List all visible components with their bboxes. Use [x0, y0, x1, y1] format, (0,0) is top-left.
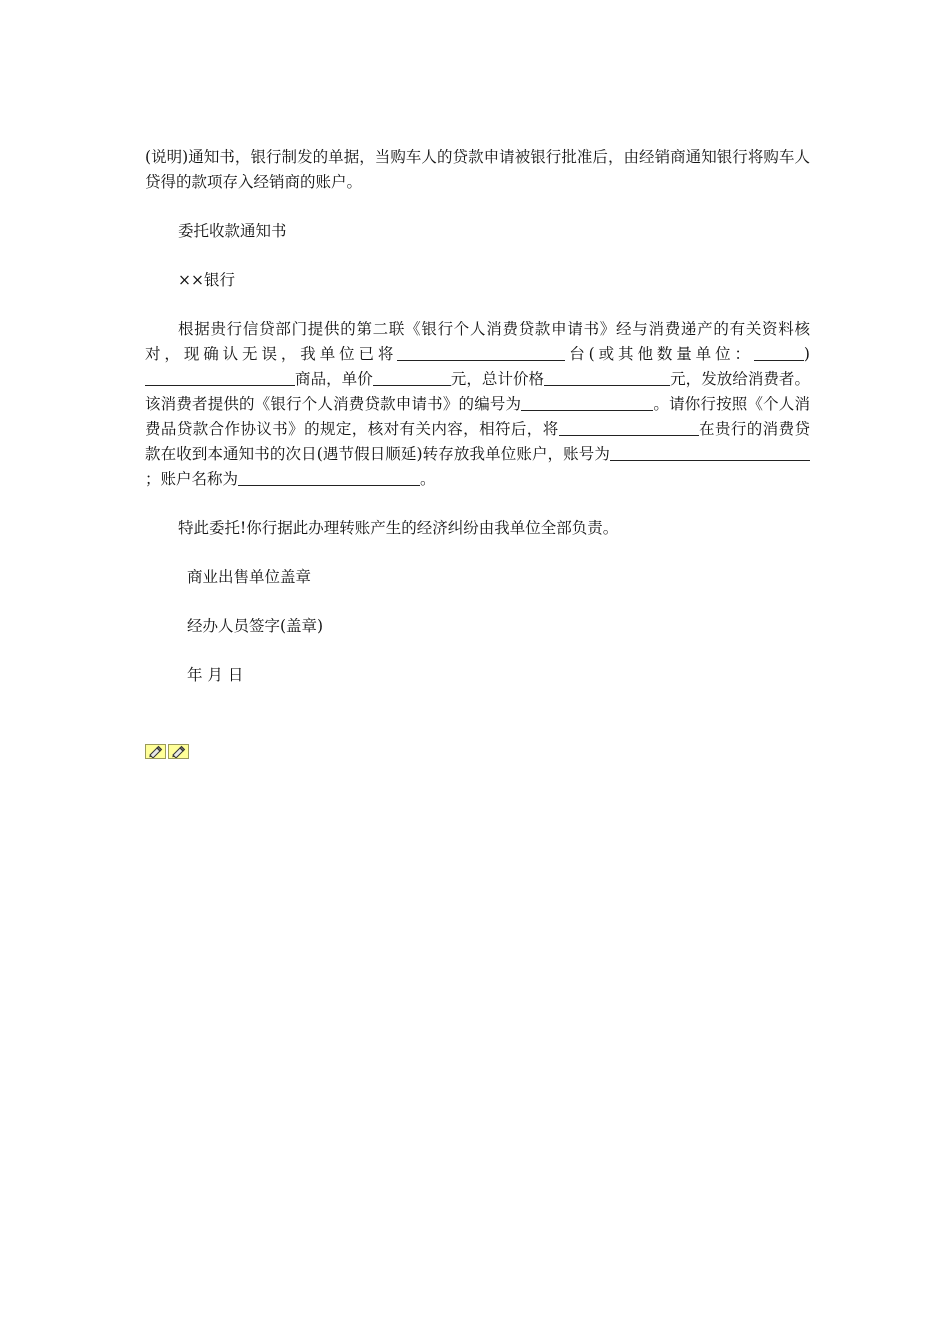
text-segment: 元，发放给消费者。该消费者提供的《银行个人消费贷款申请书》的编号为 [145, 370, 810, 413]
document-body [145, 145, 810, 712]
text-segment: 。 [420, 470, 436, 488]
main-paragraph [145, 317, 810, 492]
blank-account-number[interactable] [610, 442, 810, 461]
blank-unit[interactable] [754, 342, 804, 361]
seal-line: 商业出售单位盖章 [187, 568, 312, 586]
text-segment: ) [803, 345, 810, 363]
text-segment: 根据贵行信贷部门提供的第二联《银行个人消费贷款申请书》经与消费递产的有关资料核对，现确认无误，我单位已将 [145, 320, 810, 363]
text-segment: 商品，单价 [295, 370, 373, 388]
signature-line: 经办人员签字(盖章) [187, 617, 324, 635]
pencil-note-icon[interactable] [168, 744, 189, 759]
blank-application-number[interactable] [521, 392, 653, 411]
blank-goods-name[interactable] [145, 367, 295, 386]
text-segment: 台(或其他数量单位： [565, 345, 754, 363]
pencil-note-icon[interactable] [145, 744, 166, 759]
intro-paragraph: (说明)通知书，银行制发的单据，当购车人的贷款申请被银行批准后，由经销商通知银行将购车人贷得的款项存入经销商的账户。 [145, 148, 810, 191]
date-line: 年 月 日 [187, 666, 244, 684]
text-segment: 元，总计价格 [450, 370, 545, 388]
text-segment: ；账户名称为 [145, 470, 239, 488]
text-segment: 在贵行的消费贷款在收到本通知书的次日(遇节假日顺延)转存放我单位账户，账号为 [145, 420, 810, 463]
blank-quantity[interactable] [397, 342, 565, 361]
document-title: 委托收款通知书 [178, 222, 287, 240]
blank-total-price[interactable] [544, 367, 670, 386]
text-segment: 。请你行按照《个人消费品贷款合作协议书》的规定，核对有关内容，相符后，将 [145, 395, 810, 438]
blank-loan-amount[interactable] [559, 417, 699, 436]
closing-paragraph: 特此委托!你行据此办理转账产生的经济纠纷由我单位全部负责。 [178, 519, 619, 537]
blank-account-name[interactable] [238, 467, 420, 486]
icon-strip [145, 744, 189, 760]
addressee: ××银行 [178, 271, 235, 289]
blank-unit-price[interactable] [373, 367, 451, 386]
